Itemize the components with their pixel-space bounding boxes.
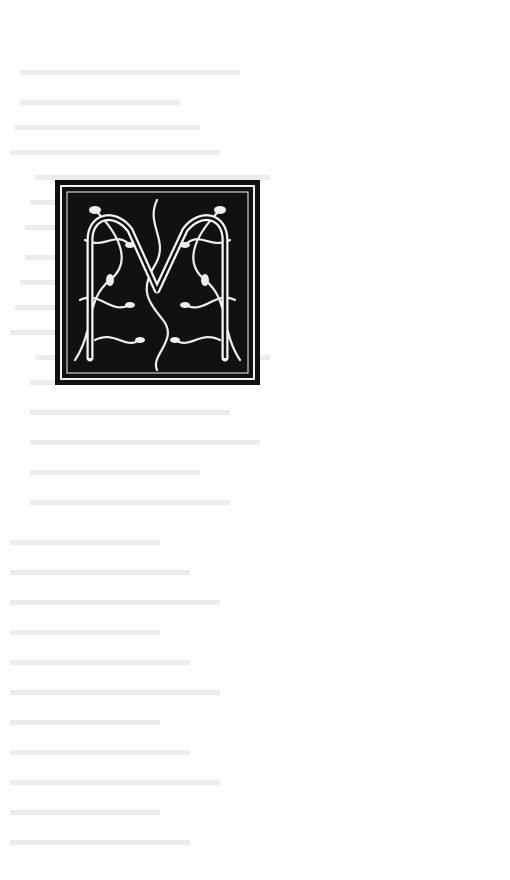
show-through-line (10, 570, 190, 575)
show-through-line (30, 410, 230, 415)
show-through-line (10, 630, 160, 635)
show-through-line (10, 810, 160, 815)
show-through-line (20, 100, 180, 105)
decorated-initial-m (55, 180, 260, 385)
show-through-line (10, 540, 160, 545)
show-through-line (10, 150, 220, 155)
show-through-line (30, 440, 260, 445)
show-through-line (10, 840, 190, 845)
show-through-line (30, 500, 230, 505)
show-through-line (15, 125, 200, 130)
woodcut-initial-graphic (55, 180, 260, 385)
show-through-line (10, 690, 220, 695)
show-through-line (20, 70, 240, 75)
show-through-line (30, 470, 200, 475)
show-through-line (10, 660, 190, 665)
show-through-line (10, 720, 160, 725)
show-through-line (10, 750, 190, 755)
show-through-line (10, 780, 220, 785)
show-through-line (10, 600, 220, 605)
